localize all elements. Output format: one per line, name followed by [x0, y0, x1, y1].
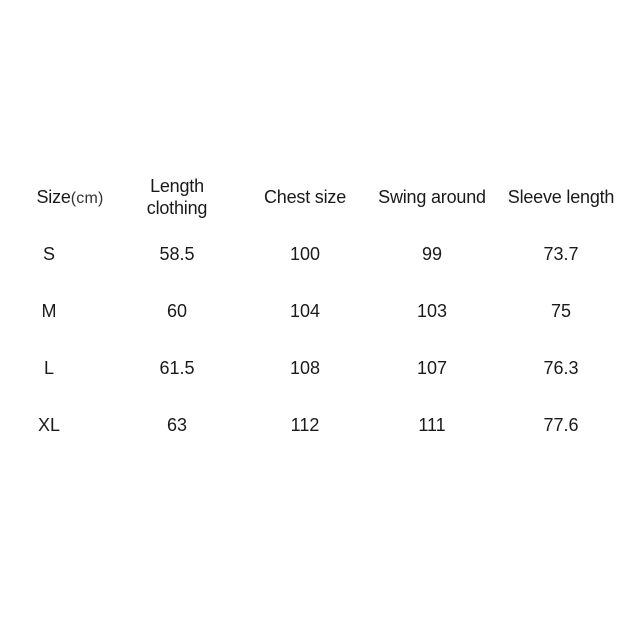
row-swing: 103 — [416, 301, 448, 321]
row-chest: 112 — [290, 415, 320, 435]
row-length: 60 — [166, 301, 188, 321]
header-length-line2: clothing — [146, 198, 208, 218]
header-swing-around: Swing around — [378, 187, 486, 207]
row-sleeve: 76.3 — [543, 358, 579, 378]
row-chest: 104 — [289, 301, 321, 321]
header-size-unit: (cm) — [70, 190, 104, 207]
row-length: 61.5 — [159, 358, 195, 378]
header-sleeve-length: Sleeve length — [507, 187, 615, 207]
header-length-clothing — [127, 175, 227, 219]
header-length-line1: Length — [150, 176, 204, 196]
row-sleeve: 77.6 — [543, 415, 579, 435]
row-chest: 108 — [289, 358, 321, 378]
row-length: 63 — [166, 415, 188, 435]
row-size: S — [42, 244, 56, 264]
row-size: L — [43, 358, 55, 378]
header-size — [36, 186, 103, 210]
header-size-label: Size — [36, 187, 71, 207]
row-length: 58.5 — [159, 244, 195, 264]
row-sleeve: 73.7 — [543, 244, 579, 264]
row-swing: 99 — [421, 244, 443, 264]
row-swing: 111 — [418, 415, 446, 435]
row-size: M — [41, 301, 57, 321]
row-chest: 100 — [289, 244, 321, 264]
header-chest-size: Chest size — [263, 187, 347, 207]
row-size: XL — [37, 415, 61, 435]
row-swing: 107 — [416, 358, 448, 378]
row-sleeve: 75 — [550, 301, 572, 321]
